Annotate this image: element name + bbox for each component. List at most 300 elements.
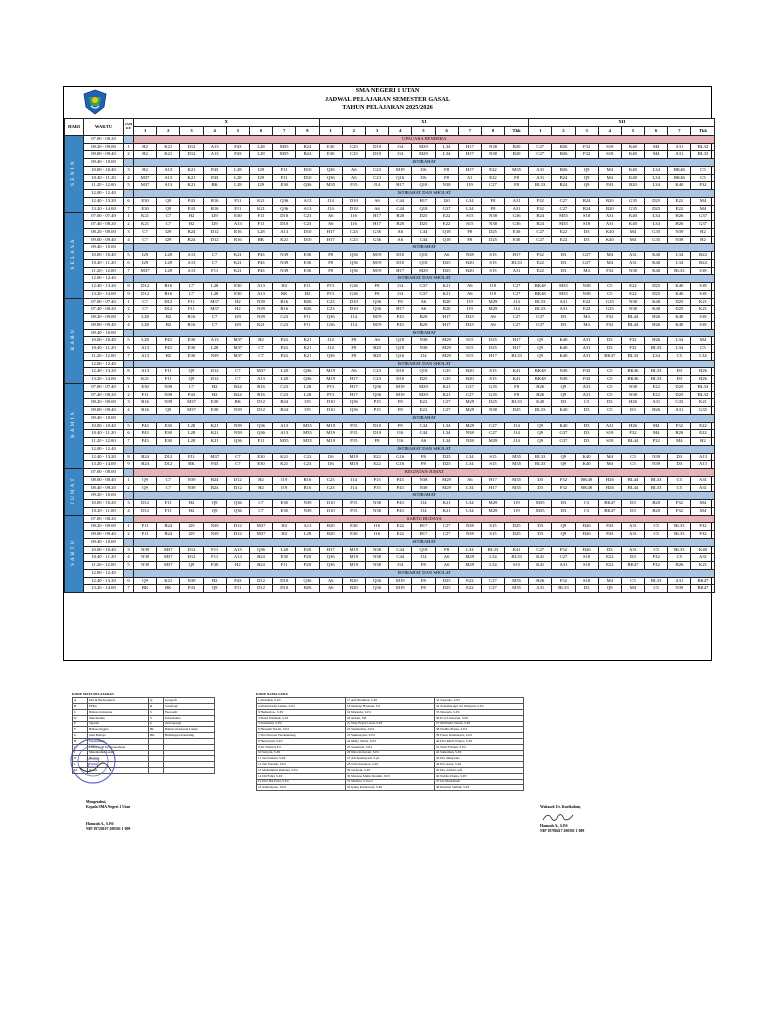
class-cell: M4 [645, 151, 668, 159]
class-cell: S15 [481, 461, 504, 469]
class-cell: J14 [505, 298, 529, 306]
class-cell: N39 [273, 259, 296, 267]
class-cell: P43 [249, 252, 272, 260]
class-cell: A31 [691, 484, 715, 492]
class-cell: P15 [319, 283, 342, 291]
class-cell: A6 [435, 252, 458, 260]
header-class-number: 2 [342, 127, 365, 135]
class-cell: E30 [296, 259, 319, 267]
class-cell: M4 [598, 252, 621, 260]
class-cell: C5 [668, 484, 691, 492]
class-cell: H26 [529, 577, 552, 585]
teacher-entry: 27 Adi Kusmayadi, S.pd [346, 756, 435, 762]
class-cell: H2 [249, 476, 272, 484]
class-cell: A6 [365, 197, 388, 205]
class-cell: N39 [249, 306, 272, 314]
time-slot: 07.40 - 08.20 [84, 221, 124, 229]
class-cell: J14 [505, 306, 529, 314]
schedule-row [65, 531, 715, 539]
jam-number: 3 [124, 500, 134, 508]
class-cell: H2 [157, 352, 180, 360]
class-cell: L28 [273, 376, 296, 384]
class-cell: B20 [342, 577, 365, 585]
jam-number: 7 [124, 352, 134, 360]
teacher-entry: 3 Hamzah A., S.Pd [257, 710, 346, 716]
class-cell: E22 [575, 298, 598, 306]
class-cell: M37 [226, 352, 249, 360]
class-cell: E30 [134, 205, 157, 213]
class-cell: A6 [458, 476, 481, 484]
subject-name: Prakarya & Kewirausahaan [88, 744, 149, 750]
header-class-number: 2 [552, 127, 575, 135]
class-cell: C7 [180, 290, 203, 298]
class-cell: K21 [203, 422, 226, 430]
header-class-number: 4 [598, 127, 621, 135]
class-cell: Q36 [226, 438, 249, 446]
jam-cell [124, 244, 134, 252]
class-cell: D12 [226, 484, 249, 492]
class-cell: L28 [180, 430, 203, 438]
class-cell: M19 [389, 391, 412, 399]
class-cell: BL33 [645, 484, 668, 492]
class-cell: L28 [226, 182, 249, 190]
subject-name [164, 767, 215, 773]
class-cell: I29 [134, 259, 157, 267]
time-slot: 08.20 - 09.00 [84, 143, 124, 151]
jam-number: 3 [124, 314, 134, 322]
time-slot: 10.00 - 10.40 [84, 252, 124, 260]
class-cell: E22 [621, 290, 644, 298]
class-cell: E22 [598, 562, 621, 570]
class-cell: Q9 [575, 174, 598, 182]
class-cell: M4 [691, 337, 715, 345]
jam-number: 6 [124, 345, 134, 353]
jam-number: 1 [124, 523, 134, 531]
day-cell [65, 135, 84, 213]
class-cell: N39 [249, 314, 272, 322]
class-cell: E30 [296, 267, 319, 275]
event-label: ISTIRAHAT DAN SHOLAT [134, 445, 715, 453]
class-cell: A13 [157, 174, 180, 182]
class-cell: K40 [621, 143, 644, 151]
class-cell: Q9 [552, 453, 575, 461]
class-cell: N39 [134, 554, 157, 562]
teacher-entry: 21 Tedy Feyrir Utedo S.Pd [346, 721, 435, 727]
class-cell: L34 [458, 546, 481, 554]
class-cell: C23 [273, 321, 296, 329]
class-cell: A31 [505, 197, 529, 205]
class-cell: Q36 [342, 259, 365, 267]
class-cell: P15 [365, 407, 388, 415]
class-cell: N38 [481, 143, 504, 151]
class-cell: M37 [180, 399, 203, 407]
class-cell: F11 [249, 213, 272, 221]
schedule-row [65, 205, 715, 213]
class-cell: K40 [668, 290, 691, 298]
class-cell: J14 [389, 283, 412, 291]
class-cell: E22 [621, 283, 644, 291]
class-cell: Q36 [249, 422, 272, 430]
class-cell: M37 [249, 523, 272, 531]
class-cell: S15 [458, 352, 481, 360]
class-cell: G37 [435, 205, 458, 213]
class-cell: C7 [249, 345, 272, 353]
class-cell: D10 [342, 205, 365, 213]
class-cell: F8 [389, 422, 412, 430]
class-cell: G35 [645, 228, 668, 236]
class-cell: BL33 [529, 182, 552, 190]
class-cell: M35 [273, 143, 296, 151]
class-cell: F32 [552, 546, 575, 554]
class-cell: BL33 [481, 546, 504, 554]
class-cell: C5 [645, 523, 668, 531]
class-cell: C5 [621, 577, 644, 585]
subject-code: J [73, 750, 88, 756]
teacher-entry: 42 Suherman, S.Pd [435, 750, 524, 756]
class-cell: C23 [365, 368, 388, 376]
class-cell: B20 [505, 151, 529, 159]
class-cell: F32 [621, 345, 644, 353]
class-cell: C23 [342, 228, 365, 236]
jam-number: 1 [124, 143, 134, 151]
class-cell: E22 [435, 221, 458, 229]
teacher-entry: 39 Fanza Kumalasari, S.Pd [435, 733, 524, 739]
subject-code: BL [149, 727, 164, 733]
class-cell: Q18 [435, 236, 458, 244]
class-cell: N38 [365, 500, 388, 508]
class-cell: M19 [365, 314, 388, 322]
time-slot: 09.40 - 10.00 [84, 538, 124, 546]
class-cell: P43 [134, 438, 157, 446]
class-cell: P20 [296, 546, 319, 554]
class-cell: C23 [296, 221, 319, 229]
schedule-row [65, 507, 715, 515]
class-cell: Q9 [552, 383, 575, 391]
class-cell: R16 [296, 476, 319, 484]
time-slot: 12.40 - 13.20 [84, 283, 124, 291]
class-cell: K21 [691, 562, 715, 570]
class-cell: M19 [319, 438, 342, 446]
class-cell: P43 [598, 182, 621, 190]
teacher-entry: 35 Nurnaris, S.Pd [435, 710, 524, 716]
subject-name: Geografi [164, 698, 215, 704]
class-cell: D3 [621, 407, 644, 415]
teacher-entry: 24 Melly Salina, S.Pd [346, 738, 435, 744]
class-cell: G37 [691, 221, 715, 229]
class-cell: F11 [134, 531, 157, 539]
schedule-row [65, 585, 715, 593]
class-cell: M29 [458, 422, 481, 430]
class-cell: H17 [319, 228, 342, 236]
class-cell: E30 [273, 182, 296, 190]
class-cell: A13 [273, 430, 296, 438]
class-cell: A6 [342, 174, 365, 182]
class-cell: L28 [157, 259, 180, 267]
class-cell: I29 [249, 166, 272, 174]
academic-year: TAHUN PELAJARAN 2025/2026 [342, 104, 433, 112]
class-cell: Q36 [249, 430, 272, 438]
header-class-number: 5 [226, 127, 249, 135]
header-class-number: 4 [389, 127, 412, 135]
class-cell: H17 [319, 546, 342, 554]
class-cell: A6 [319, 213, 342, 221]
subject-code: H [73, 738, 88, 744]
jam-number: 2 [124, 151, 134, 159]
teacher-entry: 14 Idil Fahri, S.Pd [257, 773, 346, 779]
class-cell: P43 [598, 531, 621, 539]
class-cell: G37 [458, 383, 481, 391]
class-cell: F11 [157, 376, 180, 384]
class-cell: A31 [621, 546, 644, 554]
class-cell: F8 [505, 391, 529, 399]
teacher-entry: 2 Abdul Kadir Lamau, S.Pd [257, 704, 346, 710]
class-cell: H2 [134, 143, 157, 151]
class-cell: D3 [575, 585, 598, 593]
time-slot: 09.40 - 10.00 [84, 159, 124, 167]
class-cell: K40 [529, 399, 552, 407]
teacher-entry: 8 Herniyanti, S.Pd [257, 738, 346, 744]
subject-name: Kimia [88, 767, 149, 773]
class-cell: Q18 [389, 345, 412, 353]
header-class-number: 5 [412, 127, 435, 135]
class-cell: Q9 [157, 205, 180, 213]
class-cell: H2 [203, 577, 226, 585]
class-cell: K21 [273, 461, 296, 469]
class-cell: F8 [435, 546, 458, 554]
class-cell: A6 [319, 585, 342, 593]
class-cell: J14 [412, 500, 435, 508]
class-cell: C7 [249, 352, 272, 360]
class-cell: I19 [273, 484, 296, 492]
class-cell: E22 [552, 236, 575, 244]
schedule-row [65, 422, 715, 430]
class-cell: C5 [645, 531, 668, 539]
teacher-entry: 36 Evra Lisnawati, S.Pd [435, 715, 524, 721]
class-cell: E22 [691, 430, 715, 438]
class-cell: G37 [412, 283, 435, 291]
schedule-row [65, 352, 715, 360]
class-cell: M29 [435, 484, 458, 492]
class-cell: D10 [342, 298, 365, 306]
class-cell: A13 [180, 267, 203, 275]
header-class-number: 8 [296, 127, 319, 135]
class-cell: E22 [365, 461, 388, 469]
class-cell: N38 [575, 283, 598, 291]
class-cell: C7 [134, 298, 157, 306]
class-cell: BL33 [505, 554, 529, 562]
class-cell: D12 [180, 546, 203, 554]
schedule-row [65, 252, 715, 260]
teacher-entry: 48 Kusnina Sumini, S.Pd [435, 785, 524, 791]
class-cell: K21 [435, 500, 458, 508]
time-slot: 09.40 - 10.00 [84, 244, 124, 252]
class-cell: S15 [481, 376, 504, 384]
class-cell: D25 [645, 283, 668, 291]
class-cell: S15 [505, 562, 529, 570]
class-cell: B24 [529, 213, 552, 221]
class-cell: C23 [365, 166, 388, 174]
class-cell: F11 [226, 205, 249, 213]
class-cell: C27 [505, 314, 529, 322]
class-cell: C27 [505, 321, 529, 329]
teacher-entry: 9 Sri Wisnu S.Pd [257, 744, 346, 750]
schedule-row [65, 182, 715, 190]
class-cell: N39 [134, 546, 157, 554]
time-slot: 12.40 - 13.20 [84, 197, 124, 205]
class-cell: P20 [296, 554, 319, 562]
class-cell: E30 [226, 290, 249, 298]
class-cell: E22 [645, 383, 668, 391]
class-cell: J14 [505, 422, 529, 430]
class-cell: M29 [435, 352, 458, 360]
class-cell: BL33 [645, 476, 668, 484]
class-cell: M35 [505, 585, 529, 593]
class-cell: D25 [645, 290, 668, 298]
class-cell: F8 [389, 407, 412, 415]
class-cell: C27 [435, 523, 458, 531]
teacher-entry: 46 Nabila Ulama, S.Pd [435, 773, 524, 779]
class-cell: L28 [180, 438, 203, 446]
class-cell: M4 [575, 314, 598, 322]
class-cell: BL33 [691, 383, 715, 391]
class-cell: C5 [621, 461, 644, 469]
class-cell: H17 [435, 321, 458, 329]
class-cell: C5 [621, 453, 644, 461]
class-cell: BL33 [529, 461, 552, 469]
class-cell: M29 [458, 407, 481, 415]
class-cell: G35 [481, 391, 504, 399]
class-cell: D12 [249, 399, 272, 407]
class-cell: C27 [529, 236, 552, 244]
class-cell: H17 [505, 337, 529, 345]
class-cell: Q36 [319, 314, 342, 322]
class-cell: B24 [273, 407, 296, 415]
class-cell: D3 [552, 507, 575, 515]
teacher-entry: 23 Sukisasyani, S.Pd [346, 733, 435, 739]
class-cell: A6 [365, 337, 388, 345]
class-cell: D12 [134, 290, 157, 298]
class-cell: G35 [621, 205, 644, 213]
class-cell: M19 [389, 585, 412, 593]
class-cell: G37 [691, 213, 715, 221]
teacher-entry: 37 Mut'Nafri Santin, S.Pd [435, 721, 524, 727]
class-cell: Q18 [412, 205, 435, 213]
class-cell: D10 [296, 166, 319, 174]
class-cell: B24 [249, 562, 272, 570]
class-cell: A6 [458, 290, 481, 298]
class-cell: D12 [203, 228, 226, 236]
time-slot: 12.40 - 13.20 [84, 577, 124, 585]
time-slot: 11.20 - 12.00 [84, 562, 124, 570]
class-cell: M4 [598, 174, 621, 182]
class-cell: F11 [226, 197, 249, 205]
class-cell: F32 [552, 476, 575, 484]
class-cell: A31 [598, 422, 621, 430]
class-cell: D10 [273, 577, 296, 585]
class-cell: G37 [552, 438, 575, 446]
class-cell: D3 [598, 345, 621, 353]
class-cell: B24 [180, 228, 203, 236]
class-cell: F32 [668, 500, 691, 508]
class-cell: H26 [552, 143, 575, 151]
jam-number: 2 [124, 391, 134, 399]
break-row [65, 445, 715, 453]
class-cell: D3 [575, 422, 598, 430]
time-slot: 07.00 - 07.40 [84, 383, 124, 391]
class-cell: J14 [389, 562, 412, 570]
sign-left-name: Hamzah A., S.Pd [86, 822, 114, 826]
class-cell: I19 [481, 283, 504, 291]
class-cell: L28 [226, 174, 249, 182]
class-cell: B20 [458, 368, 481, 376]
class-cell: F11 [157, 507, 180, 515]
class-cell: B20 [458, 376, 481, 384]
class-cell: D3 [529, 484, 552, 492]
class-cell: D10 [296, 236, 319, 244]
class-cell: M19 [389, 166, 412, 174]
class-cell: A31 [575, 345, 598, 353]
class-cell: D25 [412, 221, 435, 229]
class-cell: Q9 [598, 585, 621, 593]
schedule-row [65, 383, 715, 391]
subject-code: G [73, 733, 88, 739]
class-cell: P43 [389, 476, 412, 484]
class-cell: F11 [180, 298, 203, 306]
class-cell: Q18 [435, 228, 458, 236]
class-cell: P15 [342, 438, 365, 446]
class-cell: D3 [552, 321, 575, 329]
class-cell: A15 [226, 546, 249, 554]
class-cell: N39 [203, 523, 226, 531]
class-cell: D10 [273, 221, 296, 229]
class-cell: C27 [435, 407, 458, 415]
class-cell: F11 [273, 166, 296, 174]
class-cell: N39 [203, 352, 226, 360]
class-cell: C27 [481, 577, 504, 585]
class-cell: K40 [598, 228, 621, 236]
subject-name: PAI & Budi pekerti [88, 698, 149, 704]
class-cell: A13 [157, 166, 180, 174]
class-cell: D10 [273, 213, 296, 221]
class-cell: Q9 [157, 197, 180, 205]
day-name: K A M I S [70, 412, 77, 439]
class-cell: K21 [273, 236, 296, 244]
class-cell: F8 [481, 197, 504, 205]
schedule-row [65, 368, 715, 376]
class-cell: F11 [203, 554, 226, 562]
class-cell: B24 [134, 461, 157, 469]
class-cell: B20 [412, 321, 435, 329]
class-cell: C5 [575, 399, 598, 407]
class-cell: M29 [412, 151, 435, 159]
class-cell: D3 [668, 453, 691, 461]
class-cell: D3 [621, 500, 644, 508]
class-cell: N38 [412, 484, 435, 492]
schedule-row [65, 314, 715, 322]
school-emblem-icon [82, 89, 108, 115]
class-cell: Q9 [529, 438, 552, 446]
class-cell: C7 [203, 321, 226, 329]
day-cell [65, 469, 84, 516]
class-cell: Q18 [412, 252, 435, 260]
class-cell: L34 [668, 252, 691, 260]
class-cell: I19 [505, 500, 529, 508]
teacher-entry: 43 Drs. Mulyadao [435, 756, 524, 762]
class-cell: L28 [296, 391, 319, 399]
teacher-entry: 19 Markaba, S.Pd [346, 710, 435, 716]
class-cell: Q16 [389, 174, 412, 182]
class-cell: D25 [435, 577, 458, 585]
